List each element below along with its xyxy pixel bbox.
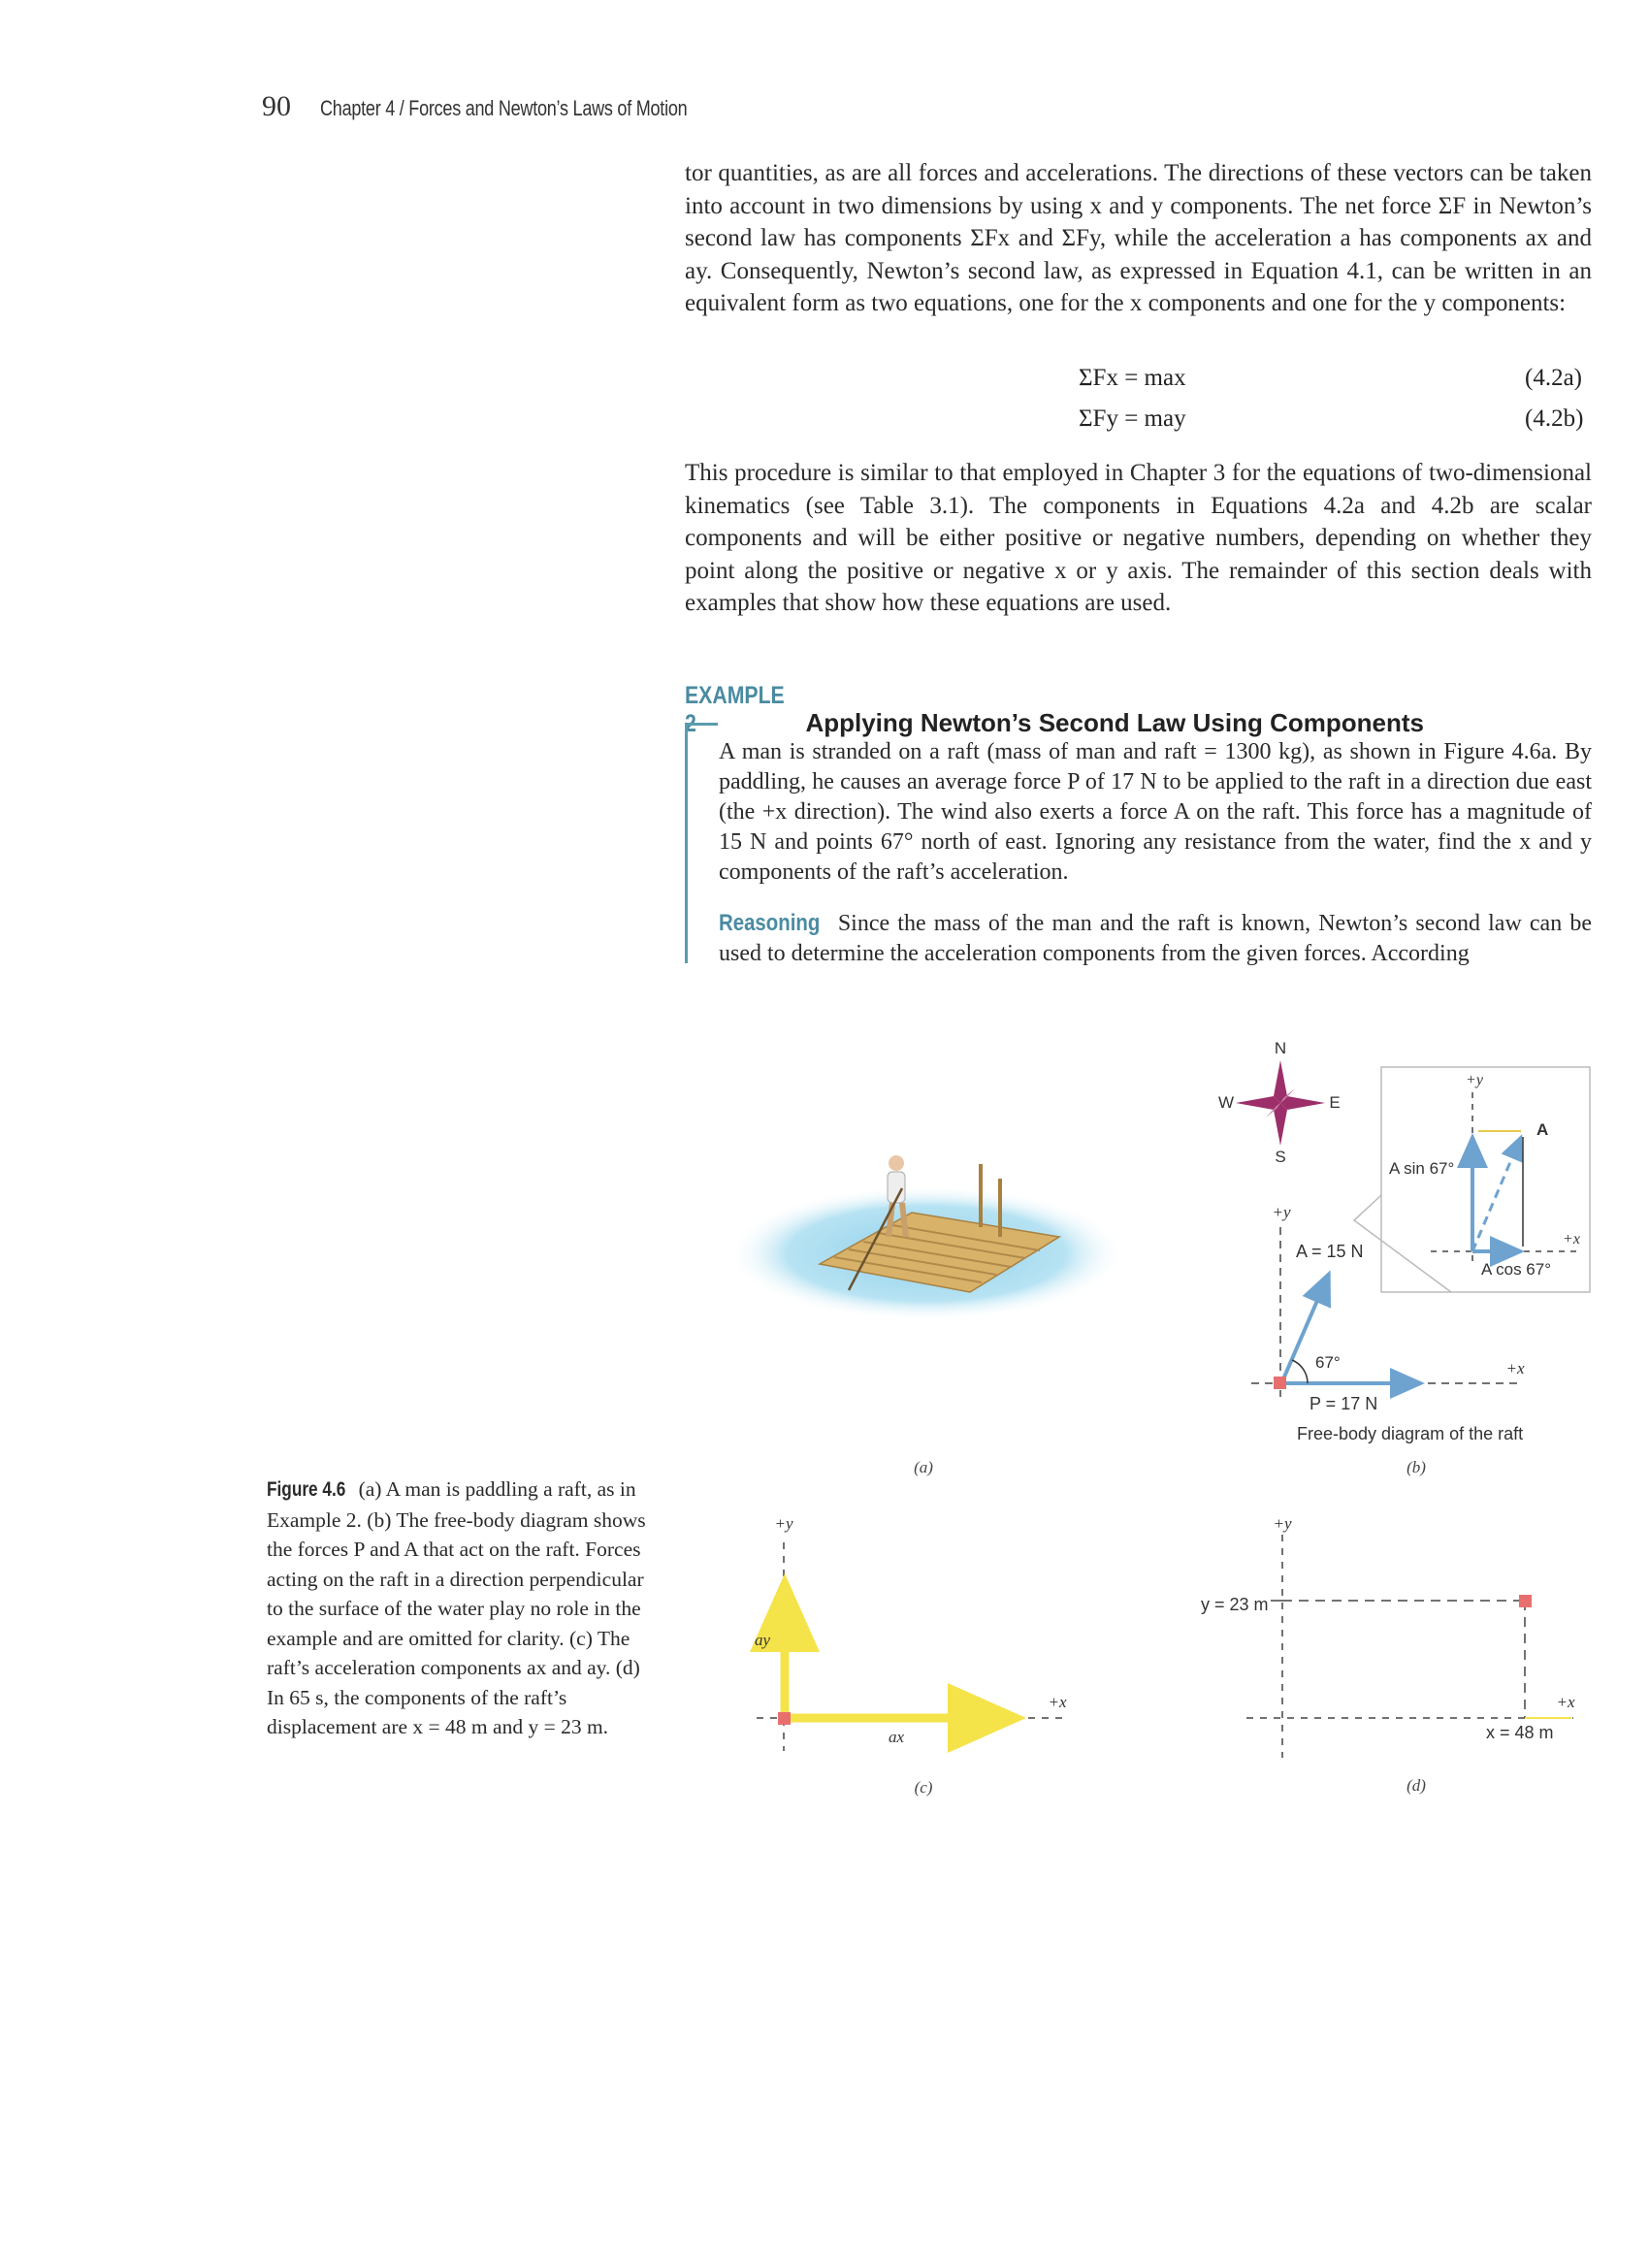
inset-a-sin: A sin 67° — [1389, 1159, 1455, 1178]
origin-marker — [778, 1712, 791, 1725]
example-title: Applying Newton’s Second Law Using Components — [805, 708, 1424, 737]
caption-text: (a) A man is paddling a raft, as in Example 2. (b) The free-body diagram shows the forces P and A that act on the raft. Forces acting on the raft in a direction perpendicular to the surface of the water play no role in the example and are omitted for clarity. (c) The raft’s acceleration components ax and ay. (d) In 65 s, the components of the raft’s displacement are x = 48 m and y = 23 m. — [267, 1477, 646, 1738]
equation-4-2b: ΣFy = may — [1079, 405, 1186, 432]
problem-text: A man is stranded on a raft (mass of man and raft = 1300 kg), as shown in Figure 4.6a. By paddling, he causes an average force P of 17 N to be applied to the raft in a direction due east (the +x direction). The wind also exerts a force A on the raft. This force has a magnitude of 15 N and points 67° north of east. Ignoring any resistance from the water, find the x and y components of the raft’s acceleration. — [719, 739, 1592, 885]
panel-c-label: (c) — [914, 1778, 933, 1797]
panel-d-label: (d) — [1406, 1776, 1426, 1795]
inset-vector-a: A — [1536, 1120, 1549, 1139]
compass-north: N — [1274, 1039, 1287, 1057]
compass-west: W — [1217, 1093, 1235, 1112]
fbd-plus-x: +x — [1505, 1359, 1525, 1377]
fbd-plus-y: +y — [1272, 1203, 1291, 1221]
paragraph-text: tor quantities, as are all forces and accelerations. The directions of these vectors can be taken into account in two dimensions by using x and y components. The net force ΣF in Newton’s second law has components ΣFx and ΣFy, while the acceleration a has components ax and ay. Consequently, Newton’s second law, as expressed in Equation 4.1, can be written in an equivalent form as two equations, one for the x components and one for the y components: — [685, 160, 1592, 317]
accel-plus-y: +y — [774, 1514, 793, 1533]
acceleration-components — [755, 1514, 1067, 1797]
figure-label: Figure 4.6 — [267, 1478, 346, 1501]
compass-rose — [1218, 1039, 1341, 1166]
page-number: 90 — [262, 90, 291, 122]
reasoning-text: Since the mass of the man and the raft is known, Newton’s second law can be used to determine the acceleration components from the given forces. According — [719, 911, 1593, 966]
inset-plus-x: +x — [1563, 1231, 1580, 1247]
panel-b-label: (b) — [1406, 1458, 1426, 1476]
angle-arc — [1292, 1360, 1308, 1383]
raft-illustration — [728, 1155, 1125, 1321]
inset-plus-y: +y — [1466, 1072, 1483, 1088]
example-label: EXAMPLE — [685, 682, 785, 709]
accel-plus-x: +x — [1048, 1693, 1067, 1711]
disp-plus-x: +x — [1556, 1693, 1575, 1711]
reasoning-label: Reasoning — [719, 910, 821, 936]
inset-a-cos: A cos 67° — [1481, 1260, 1552, 1279]
equation-number-4-2b: (4.2b) — [1525, 405, 1584, 432]
fbd-title: Free-body diagram of the raft — [1297, 1424, 1524, 1443]
equation-number-4-2a: (4.2a) — [1525, 365, 1582, 391]
free-body-diagram — [1251, 1203, 1525, 1476]
angle-label: 67° — [1315, 1353, 1341, 1372]
compass-south: S — [1275, 1148, 1286, 1166]
displacement-marker — [1519, 1595, 1532, 1607]
paragraph-text: This procedure is similar to that employed in Chapter 3 for the equations of two-dimensional kinematics (see Table 3.1). The components in Equations 4.2a and 4.2b are scalar components and will be either positive or negative numbers, depending on whether they point along the positive or negative x or y axis. The remainder of this section deals with examples that show how these equations are used. — [685, 460, 1592, 617]
force-a-label: A = 15 N — [1296, 1242, 1364, 1261]
vector-components-inset — [1354, 1067, 1590, 1292]
force-p-label: P = 17 N — [1310, 1394, 1378, 1413]
displacement-components — [1201, 1514, 1575, 1795]
origin-marker — [1274, 1377, 1286, 1389]
disp-x-label: x = 48 m — [1486, 1723, 1554, 1742]
disp-plus-y: +y — [1273, 1514, 1292, 1533]
equation-4-2a: ΣFx = max — [1079, 365, 1186, 391]
disp-y-label: y = 23 m — [1201, 1595, 1269, 1614]
ay-label: ay — [754, 1631, 771, 1649]
chapter-title: Chapter 4 / Forces and Newton’s Laws of Motion — [320, 96, 688, 120]
ax-label: ax — [888, 1728, 905, 1746]
panel-a-label: (a) — [914, 1458, 933, 1476]
compass-east: E — [1329, 1093, 1341, 1112]
